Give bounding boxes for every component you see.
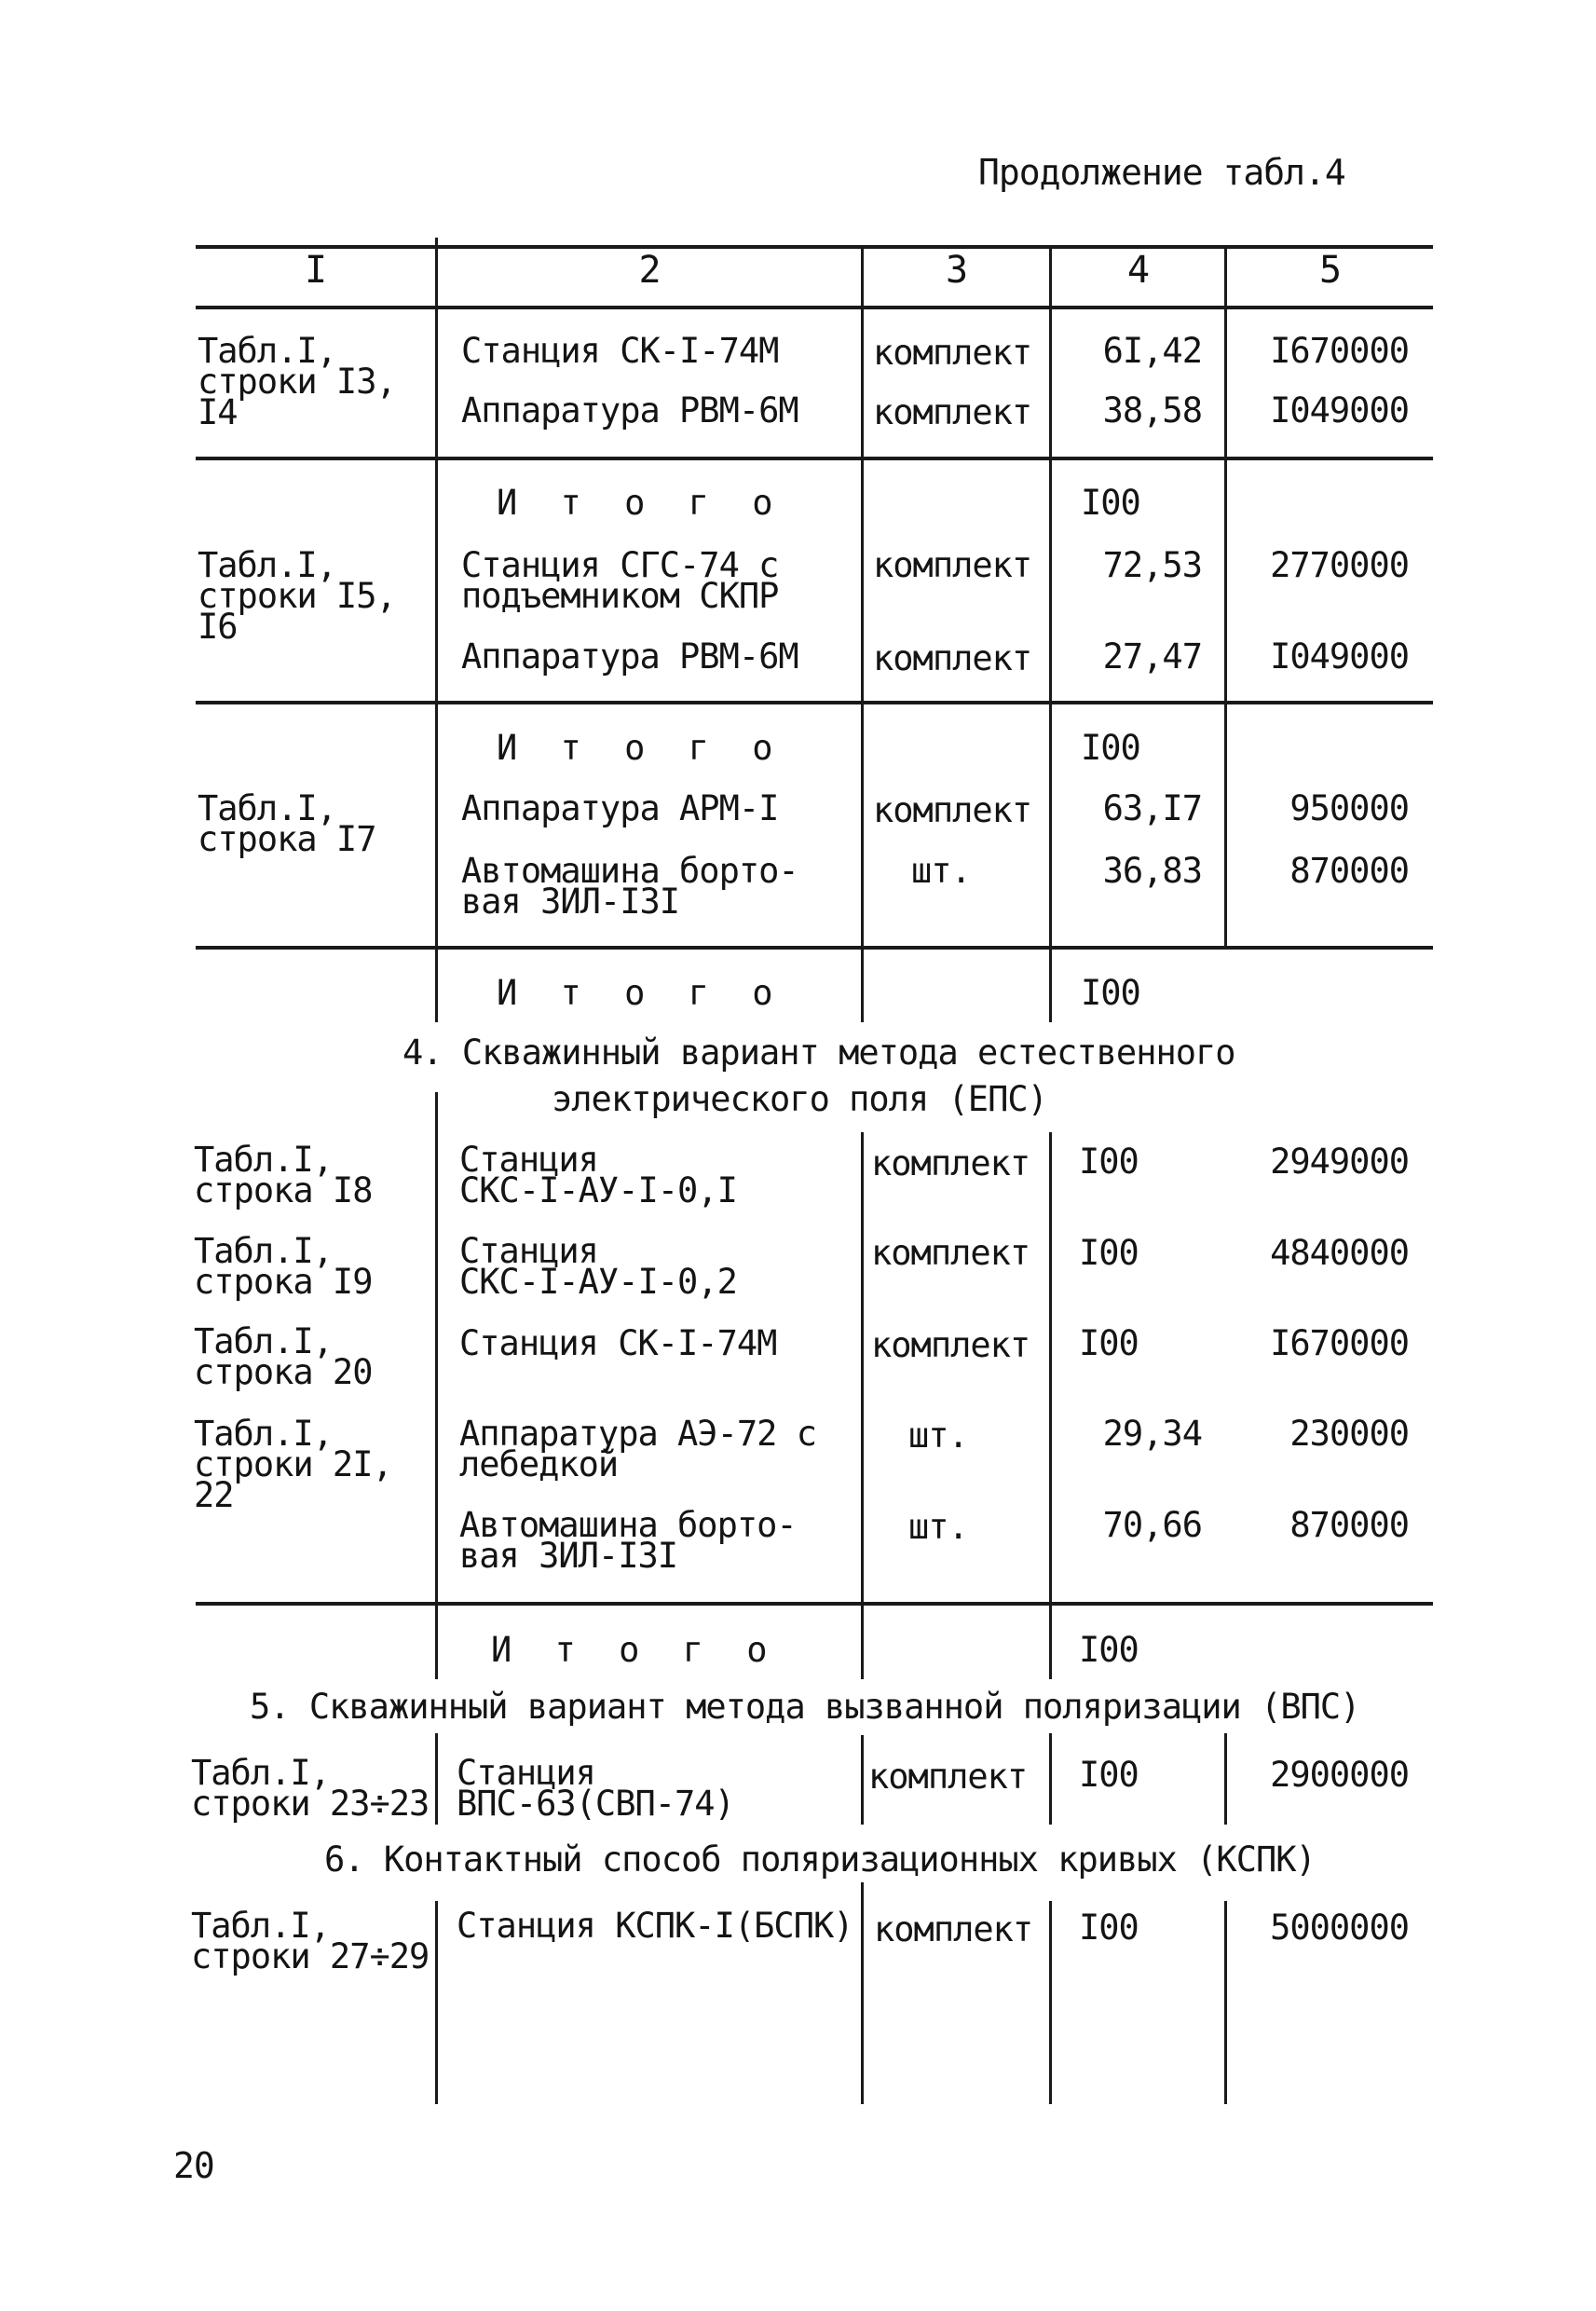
- item-price: 2900000: [1270, 1755, 1409, 1795]
- item-share: 6I,42: [1102, 331, 1202, 371]
- item-name: Аппаратура РВМ-6М: [461, 636, 798, 677]
- item-unit: шт.: [908, 1415, 968, 1456]
- item-unit: комплект: [873, 545, 1032, 585]
- table-rule-2: [196, 701, 1433, 704]
- itogo-value: I00: [1081, 728, 1140, 768]
- item-name: Станция СКС-I-АУ-I-0,I: [459, 1140, 737, 1210]
- item-unit: комплект: [873, 333, 1032, 373]
- item-share: 38,58: [1102, 390, 1202, 431]
- item-share: 27,47: [1102, 636, 1202, 677]
- itogo-label: И т о г о: [497, 483, 784, 523]
- item-share: I00: [1079, 1323, 1139, 1363]
- item-price: 230000: [1289, 1414, 1409, 1454]
- item-unit: комплект: [873, 790, 1032, 830]
- item-unit: шт.: [908, 1507, 968, 1547]
- table-rule-4: [196, 1602, 1433, 1606]
- col-divider-1-s6: [435, 1901, 438, 2104]
- item-price: 870000: [1289, 1505, 1409, 1545]
- section-6-title: 6. Контактный способ поляризационных кривых (КСПК): [324, 1839, 1316, 1880]
- itogo-label: И т о г о: [491, 1630, 779, 1670]
- section-4-subtitle: электрического поля (ЕПС): [552, 1079, 1047, 1119]
- item-name: Станция СГС-74 с подъемником СКПР: [461, 545, 779, 616]
- item-name: Автомашина борто- вая ЗИЛ-I3I: [459, 1505, 797, 1576]
- ref-block-1: Табл.I, строки I3, I4: [198, 331, 396, 432]
- item-name: Станция СК-I-74М: [459, 1323, 777, 1363]
- item-share: 63,I7: [1102, 788, 1202, 828]
- header-col-1: I: [304, 249, 327, 292]
- item-name: Станция КСПК-I(БСПК): [457, 1906, 853, 1946]
- item-price: 4840000: [1270, 1233, 1409, 1273]
- item-price: 950000: [1289, 788, 1409, 828]
- page-number: 20: [173, 2145, 214, 2186]
- item-name: Автомашина борто- вая ЗИЛ-I3I: [461, 851, 798, 922]
- item-share: 36,83: [1102, 851, 1202, 891]
- item-unit: шт.: [911, 851, 971, 891]
- ref-row: Табл.I, строка I8: [194, 1140, 373, 1210]
- header-col-2: 2: [638, 249, 661, 292]
- item-unit: комплект: [874, 1909, 1033, 1949]
- item-share: I00: [1079, 1142, 1139, 1182]
- header-col-5: 5: [1318, 249, 1342, 292]
- col-divider-4: [1224, 245, 1227, 946]
- item-price: 2949000: [1270, 1142, 1409, 1182]
- item-share: I00: [1079, 1233, 1139, 1273]
- itogo-value: I00: [1079, 1630, 1139, 1670]
- item-unit: комплект: [868, 1757, 1028, 1797]
- item-name: Станция СК-I-74М: [461, 331, 779, 371]
- item-price: 5000000: [1270, 1908, 1409, 1948]
- table-rule-1: [196, 457, 1433, 460]
- ref-row: Табл.I, строка I9: [194, 1231, 373, 1302]
- item-price: I670000: [1270, 1323, 1409, 1363]
- table-rule-3: [196, 946, 1433, 950]
- ref-row: Табл.I, строки 27÷29: [191, 1906, 430, 1976]
- col-divider-1: [435, 238, 438, 1022]
- table-rule-top: [196, 245, 1433, 249]
- itogo-label: И т о г о: [497, 728, 784, 768]
- col-divider-2-s4: [861, 1132, 864, 1679]
- col-divider-2: [861, 245, 864, 1022]
- col-divider-1-s5: [435, 1733, 438, 1825]
- col-divider-3-s6: [1049, 1901, 1052, 2104]
- itogo-value: I00: [1081, 973, 1140, 1013]
- col-divider-2-s5: [861, 1735, 864, 1825]
- itogo-label: И т о г о: [497, 973, 784, 1013]
- item-share: 29,34: [1102, 1414, 1202, 1454]
- item-price: I670000: [1270, 331, 1409, 371]
- item-unit: комплект: [871, 1143, 1030, 1183]
- item-unit: комплект: [873, 638, 1032, 678]
- item-name: Станция СКС-I-АУ-I-0,2: [459, 1231, 737, 1302]
- section-5-title: 5. Скважинный вариант метода вызванной поляризации (ВПС): [250, 1687, 1360, 1727]
- header-col-4: 4: [1126, 249, 1150, 292]
- continuation-label: Продолжение табл.4: [978, 152, 1345, 193]
- ref-block-2: Табл.I, строки I5, I6: [198, 545, 396, 647]
- col-divider-4-s6: [1224, 1901, 1227, 2104]
- item-unit: комплект: [871, 1325, 1030, 1365]
- item-name: Станция ВПС-63(СВП-74): [457, 1753, 734, 1824]
- item-price: 870000: [1289, 851, 1409, 891]
- item-price: I049000: [1270, 390, 1409, 431]
- item-unit: комплект: [871, 1233, 1030, 1273]
- ref-block-3: Табл.I, строка I7: [198, 788, 376, 859]
- item-share: 72,53: [1102, 545, 1202, 585]
- item-share: I00: [1079, 1755, 1139, 1795]
- table-rule-header: [196, 306, 1433, 309]
- item-price: I049000: [1270, 636, 1409, 677]
- col-divider-3-s4: [1049, 1132, 1052, 1679]
- item-share: 70,66: [1102, 1505, 1202, 1545]
- item-name: Аппаратура АРМ-I: [461, 788, 779, 828]
- item-unit: комплект: [873, 392, 1032, 432]
- col-divider-1-s4: [435, 1092, 438, 1679]
- header-col-3: 3: [945, 249, 968, 292]
- ref-row: Табл.I, строки 2I, 22: [194, 1414, 392, 1515]
- itogo-value: I00: [1081, 483, 1140, 523]
- col-divider-4-s5: [1224, 1733, 1227, 1825]
- item-share: I00: [1079, 1908, 1139, 1948]
- item-price: 2770000: [1270, 545, 1409, 585]
- col-divider-2-s6: [861, 1882, 864, 2104]
- section-4-title: 4. Скважинный вариант метода естественного: [402, 1032, 1235, 1073]
- item-name: Аппаратура АЭ-72 с лебедкой: [459, 1414, 816, 1484]
- col-divider-3: [1049, 245, 1052, 1022]
- ref-row: Табл.I, строки 23÷23: [191, 1753, 430, 1824]
- ref-row: Табл.I, строка 20: [194, 1321, 373, 1392]
- item-name: Аппаратура РВМ-6М: [461, 390, 798, 431]
- col-divider-3-s5: [1049, 1733, 1052, 1825]
